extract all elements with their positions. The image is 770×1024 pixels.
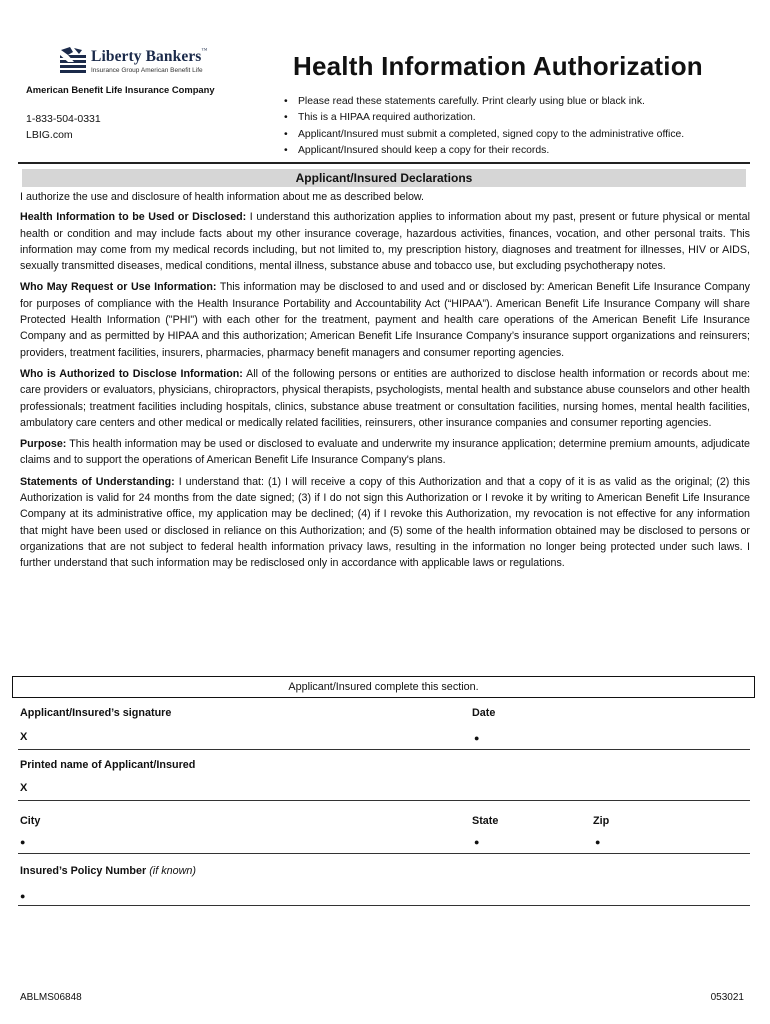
company-logo: [58, 46, 218, 80]
zip-label: Zip: [593, 815, 610, 827]
declarations-heading: Applicant/Insured Declarations: [22, 169, 746, 187]
policy-number-label: Insured’s Policy Number (if known): [20, 865, 197, 877]
date-field[interactable]: ●: [474, 733, 480, 743]
policy-number-line: [18, 905, 750, 906]
declarations-intro: I authorize the use and disclosure of health information about me as described below.: [20, 191, 424, 203]
flag-eagle-icon: [58, 46, 88, 78]
address-line: [18, 853, 750, 854]
logo-subtitle: Insurance Group American Benefit Life: [91, 67, 203, 74]
instruction-item: • This is a HIPAA required authorization.: [284, 110, 684, 126]
page-title: Health Information Authorization: [293, 51, 703, 81]
instruction-item: • Please read these statements carefully. Print clearly using blue or black ink.: [284, 94, 684, 110]
declaration-label: Health Information to be Used or Disclosed:: [20, 211, 247, 224]
complete-section-banner: Applicant/Insured complete this section.: [12, 676, 755, 698]
declaration-text: I understand that: (1) I will receive a copy of this Authorization and that a copy of it is as valid as the original; (2) this Authorization is valid for 24 months from the date signed; (3) if I do not sign this Authorization or I revoke it by writing to American Benefit Life Insurance Company at its administrative office, my application may be declined; (4) if I revoke this Authorization, my revocation is not effective for any information that might have been used or disclosed in reliance on this Authorization; and (5) some of the health information obtained may be disclosed to persons or organizations that are not subject to federal health information privacy laws, resulting in the information no longer being protected under such laws. I further understand that such information may be redisclosed only in accordance with applicable laws or regulations.: [20, 475, 750, 570]
declaration-paragraph: [20, 209, 750, 274]
policy-number-field[interactable]: ●: [20, 891, 26, 901]
date-label: Date: [472, 707, 496, 719]
header-divider: [18, 162, 750, 164]
form-code: ABLMS06848: [20, 992, 82, 1003]
zip-field[interactable]: ●: [595, 837, 601, 847]
declaration-text: All of the following persons or entities are authorized to disclose health information or records about me: care providers or evaluators, physicians, chiropractors, physical therapists, psychologists, mental health and substance abuse counselors and other health professionals; treatment facilities including hospitals, clinics, substance abuse treatment or consultation facilities, nursing homes, mental health facilities, ambulatory care centers and other medical or medically related facilities, reinsurers, other insurance companies and consumer reporting agencies.: [20, 367, 751, 429]
signature-label: Applicant/Insured’s signature: [20, 707, 172, 719]
declaration-label: Statements of Understanding:: [20, 475, 175, 488]
declaration-paragraph: [20, 279, 750, 360]
declaration-paragraph: [20, 436, 750, 469]
company-name: American Benefit Life Insurance Company: [26, 84, 215, 95]
signature-line: [18, 749, 750, 750]
declaration-text: This information may be disclosed to and used and or disclosed by: American Benefit Life Insurance Company for purposes of compliance with the Health Insurance Portability and Accountability Act (“HIPAA”). American Benefit Life Insurance Company will share Protected Health Information ("PHI") with each other for the treatment, payment and health care operations of the American Benefit Life Insurance Company and as permitted by HIPAA and this authorization; American Benefit Life Insurance Company’s insurance support organizations and reinsurers; providers, treatment facilities, insurers, pharmacies, pharmacy benefit managers and consumer reporting agencies.: [20, 281, 751, 359]
instructions-list: [284, 94, 684, 160]
declaration-label: Who May Request or Use Information:: [20, 281, 217, 294]
instruction-item: • Applicant/Insured must submit a completed, signed copy to the administrative office.: [284, 127, 684, 143]
city-label: City: [20, 815, 41, 827]
declarations-body: [20, 189, 750, 577]
declaration-label: Who is Authorized to Disclose Information:: [20, 367, 243, 380]
logo-wordmark: Liberty Bankers™: [91, 48, 208, 65]
declaration-label: Purpose:: [20, 438, 67, 451]
declaration-text: This health information may be used or disclosed to evaluate and underwrite my insurance application; determine premium amounts, adjudicate claims and to support the operations of American Benefit Life Insurance Company's plans.: [20, 438, 750, 467]
printed-name-line: [18, 800, 750, 801]
state-field[interactable]: ●: [474, 837, 480, 847]
form-version: 053021: [710, 992, 744, 1003]
instruction-item: • Applicant/Insured should keep a copy for their records.: [284, 143, 684, 159]
city-field[interactable]: ●: [20, 837, 26, 847]
state-label: State: [472, 815, 499, 827]
website: LBIG.com: [26, 129, 73, 141]
printed-name-label: Printed name of Applicant/Insured: [20, 759, 196, 771]
declaration-text: I understand this authorization applies to information about my past, present or future physical or mental health or condition and may include facts about my other insurance coverage, hazardous activities, finances, vocation, and other personal traits. This information may come from my medical records including, but not limited to, my prescription history, diagnoses and treatment for illnesses, HIV or AIDS, sexually transmitted diseases, medical conditions, mental illness, substance abuse and tobacco use, but excluding psychotherapy notes.: [20, 211, 750, 273]
phone-number: 1-833-504-0331: [26, 113, 101, 125]
printed-name-field[interactable]: X: [20, 782, 28, 794]
declaration-paragraph: [20, 366, 750, 431]
policy-number-hint: (if known): [149, 865, 197, 877]
declaration-paragraph: [20, 474, 750, 572]
signature-field[interactable]: X: [20, 731, 28, 743]
